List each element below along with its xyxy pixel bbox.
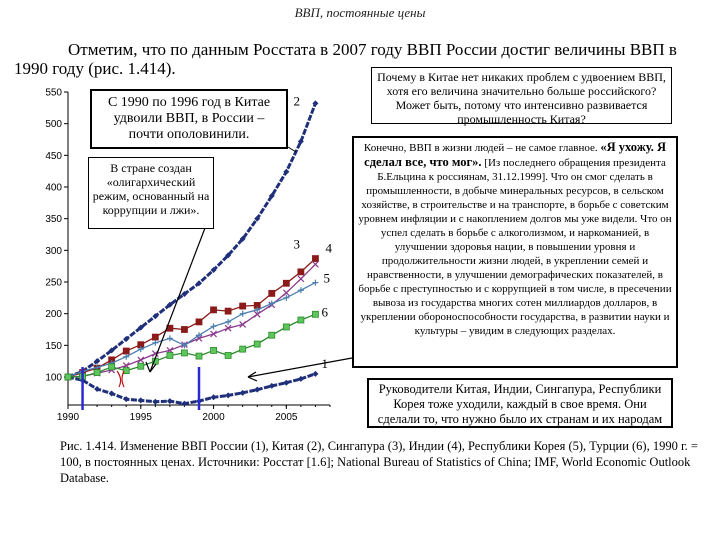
data-point — [298, 269, 304, 275]
data-point — [138, 397, 144, 403]
arrow-oligarch — [150, 228, 205, 372]
data-point — [225, 319, 231, 325]
data-point — [312, 261, 318, 267]
data-point — [312, 311, 318, 317]
callout-why-china: Почему в Китае нет никаких проблем с удвоением ВВП, хотя его величина значительно больше российского? Может быть, потому что интенсивно развивается промышленность Китая? — [371, 67, 672, 124]
series-label-2: 2 — [293, 93, 300, 109]
data-point — [240, 390, 246, 396]
data-point — [181, 327, 187, 333]
data-point — [298, 317, 304, 323]
y-tick-label: 300 — [45, 245, 62, 257]
data-point — [196, 353, 202, 359]
data-point — [225, 352, 231, 358]
y-tick-label: 450 — [45, 150, 62, 162]
series-line-3 — [68, 259, 315, 377]
data-point — [152, 334, 158, 340]
data-point — [240, 311, 246, 317]
callout-leaders: Руководители Китая, Индии, Сингапура, Республики Корея тоже уходили, каждый в свое время. Они сделали то, что нужно было их странам и их народам — [367, 378, 673, 428]
data-point — [298, 276, 304, 282]
callout-china-doubled: С 1990 по 1996 год в Китае удвоили ВВП, в России – почти ополовинили. — [90, 89, 288, 149]
series-line-6 — [68, 314, 315, 377]
data-point — [254, 387, 260, 393]
y-tick-label: 500 — [45, 119, 62, 131]
y-tick-label: 250 — [45, 277, 62, 289]
figure-caption: Рис. 1.414. Изменение ВВП России (1), Китая (2), Сингапура (3), Индии (4), Республики Корея (5), Турции (6), 1990 г. = 100, в постоянных ценах. Источники: Росстат [1.6]; National Bureau of Statistics of China; IMF, World Economic Outlook Database. — [60, 439, 698, 485]
data-point — [254, 341, 260, 347]
series-label-4: 4 — [325, 240, 332, 256]
data-point — [240, 346, 246, 352]
yeltsin-quote: «Я ухожу. Я сделал все, что мог». — [364, 140, 667, 169]
data-point — [152, 340, 158, 346]
y-tick-label: 550 — [45, 87, 62, 99]
series-label-3: 3 — [293, 236, 300, 252]
series-line-5 — [68, 283, 315, 377]
y-tick-label: 150 — [45, 340, 62, 352]
data-point — [283, 324, 289, 330]
data-point — [109, 364, 115, 370]
data-point — [167, 352, 173, 358]
data-point — [181, 401, 187, 407]
series-label-1: 1 — [321, 355, 328, 371]
data-point — [312, 280, 318, 286]
x-tick-label: 2005 — [275, 412, 298, 423]
series-line-1 — [68, 374, 315, 404]
data-point — [167, 335, 173, 341]
data-point — [196, 319, 202, 325]
y-tick-label: 350 — [45, 214, 62, 226]
data-point — [211, 323, 217, 329]
data-point — [269, 290, 275, 296]
data-point — [123, 354, 129, 360]
data-point — [269, 332, 275, 338]
data-point — [283, 280, 289, 286]
callout-oligarchic-regime: В стране создан «олигархический режим, основанный на коррупции и лжи». — [88, 157, 214, 229]
intro-text: Отметим, что по данным Росстата в 2007 году ВВП России достиг величины ВВП в 1990 году (рис. 1.414). — [14, 40, 677, 78]
yeltsin-body: [Из последнего обращения президента Б.Ельцина к россиянам, 31.12.1999]. Что он смог сделать в промышленности, в добыче минеральных ресурсов, в сельском хозяйстве, в строительстве и на транспорте, в борьбе с советским уровнем инфляции и с накоплением долгов мы уже видели. Что он успел сделать в борьбе с алкоголизмом, и наркоманией, в улучшении здоровья нации, в повышении уровня и продолжительности жизни людей, в укреплении семей и нравственности, в улучшении демографических показателей, в борьбе с преступностью и с коррупцией в том числе, в пресечении вывоза из государства многих сотен миллиардов долларов, в укреплении обороноспособности государства, в развитии науки и культуры – увидим в следующих разделах. — [358, 157, 672, 337]
data-point — [225, 308, 231, 314]
y-tick-label: 400 — [45, 182, 62, 194]
data-point — [211, 307, 217, 313]
series-label-6: 6 — [321, 304, 328, 320]
data-point — [123, 368, 129, 374]
series-label-5: 5 — [323, 270, 330, 286]
y-tick-label: 200 — [45, 309, 62, 321]
data-point — [312, 256, 318, 262]
data-point — [211, 394, 217, 400]
data-point — [65, 374, 71, 380]
callout-yeltsin — [352, 136, 678, 368]
slide-title: ВВП, постоянные цены — [294, 5, 426, 20]
data-point — [225, 392, 231, 398]
data-point — [167, 398, 173, 404]
y-tick-label: 100 — [45, 372, 62, 384]
x-tick-label: 2000 — [202, 412, 225, 423]
series-6 — [65, 304, 328, 380]
series-line-4 — [68, 264, 315, 377]
data-point — [152, 399, 158, 405]
pointer-line — [288, 147, 296, 152]
data-point — [123, 348, 129, 354]
data-point — [94, 370, 100, 376]
data-point — [181, 350, 187, 356]
data-point — [211, 347, 217, 353]
arrow-yeltsin — [248, 355, 352, 377]
data-point — [138, 363, 144, 369]
yeltsin-lead: Конечно, ВВП в жизни людей – не самое главное. — [363, 142, 598, 154]
data-point — [298, 287, 304, 293]
data-point — [283, 295, 289, 301]
data-point — [240, 303, 246, 309]
x-tick-label: 1995 — [129, 412, 152, 423]
red-mark — [117, 371, 124, 387]
x-tick-label: 1990 — [56, 412, 80, 423]
data-point — [138, 357, 144, 363]
